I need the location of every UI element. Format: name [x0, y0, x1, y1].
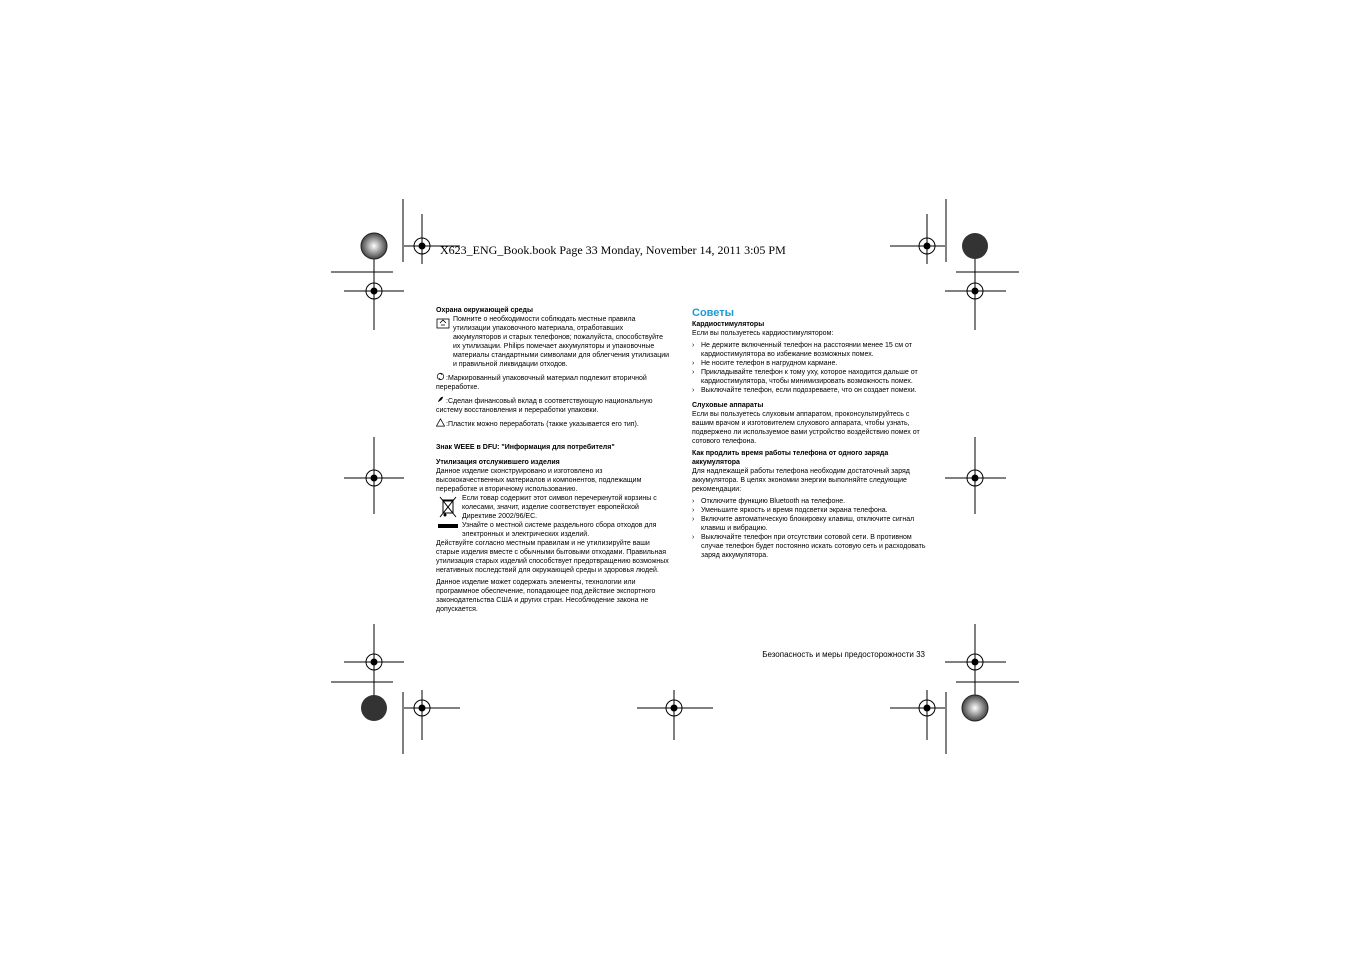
disposal-title: Утилизация отслужившего изделия [436, 459, 560, 466]
crossed-bin-icon [438, 496, 458, 518]
bin-text: Если товар содержит этот символ перечеркнутой корзины с колесами, значит, изделие соответствует европейской Директиве 2002/96/EC. [462, 495, 657, 520]
pacemakers-title: Кардиостимуляторы [692, 321, 765, 328]
env-title: Охрана окружающей среды [436, 307, 533, 314]
act-text: Действуйте согласно местным правилам и не утилизируйте ваши старые изделия вместе с обычными бытовыми отходами. Правильная утилизация старых изделий способствует предотвращению возможных негативных последствий для окружающей среды и здоровья людей. [436, 540, 669, 574]
left-column [436, 306, 672, 614]
recycle-icon [436, 372, 445, 381]
section-title: Советы [692, 307, 735, 319]
battery-list [692, 497, 928, 560]
bin-text-2: Узнайте о местной системе раздельного сбора отходов для электронных и электрических изделий. [462, 522, 657, 538]
hearing-text: Если вы пользуетесь слуховым аппаратом, проконсультируйтесь с вашим врачом и изготовителем слухового аппарата, чтобы узнать, подвержено ли используемое вами устройство воздействию помех от сотового телефона. [692, 411, 920, 445]
weee-block [436, 494, 672, 539]
list-item: › Не носите телефон в нагрудном кармане. [692, 359, 928, 368]
disposal-text: Данное изделие сконструировано и изготовлено из высококачественных материалов и компонентов, подлежащим переработке и вторичному использованию. [436, 468, 642, 493]
battery-title: Как продлить время работы телефона от одного заряда аккумулятора [692, 450, 889, 466]
list-item: › Выключайте телефон при отсутствии сотовой сети. В противном случае телефон будет постоянно искать сотовую сеть и расходовать заряд аккумулятора. [692, 533, 928, 560]
pacemakers-list [692, 341, 928, 395]
right-column [692, 306, 928, 560]
mark-recycle: :Маркированный упаковочный материал подлежит вторичной переработке. [436, 372, 672, 392]
green-dot-icon [436, 395, 445, 404]
battery-text: Для надлежащей работы телефона необходим достаточный заряд аккумулятора. В целях экономии энергии выполняйте следующие рекомендации: [692, 468, 910, 493]
hearing-title: Слуховые аппараты [692, 402, 764, 409]
env-block [436, 315, 672, 369]
list-item: › Отключите функцию Bluetooth на телефоне. [692, 497, 928, 506]
page-header: X623_ENG_Book.book Page 33 Monday, November 14, 2011 3:05 PM [440, 243, 786, 257]
list-item: › Прикладывайте телефон к тому уху, которое находится дальше от кардиостимулятора, чтобы минимизировать возможность помех. [692, 368, 928, 386]
page-footer: Безопасность и меры предосторожности 33 [762, 650, 925, 659]
env-text: Помните о необходимости соблюдать местные правила утилизации упаковочного материала, отработавших аккумуляторов и старых телефонов; пожалуйста, способствуйте их утилизации. Philips помечает аккумуляторы и упаковочные материалы стандартными символами для облегчения утилизации и правильной ликвидации отходов. [453, 316, 670, 368]
bin-underbar [438, 524, 458, 528]
weee-title: Знак WEEE в DFU: "Информация для потребителя" [436, 444, 615, 451]
export-text: Данное изделие может содержать элементы, технологии или программное обеспечение, попадающее под действие экспортного законодательства США и других стран. Несоблюдение закона не допускается. [436, 579, 656, 613]
list-item: › Включите автоматическую блокировку клавиш, отключите сигнал клавиш и вибрацию. [692, 515, 928, 533]
pacemakers-intro: Если вы пользуетесь кардиостимулятором: [692, 330, 834, 337]
mark-plastic: :Пластик можно переработать (также указывается его тип). [436, 418, 672, 429]
triangle-recycle-icon [436, 418, 445, 427]
mark-green-dot: :Сделан финансовый вклад в соответствующую национальную систему восстановления и переработки упаковки. [436, 395, 672, 415]
list-item: › Выключайте телефон, если подозреваете, что он создает помехи. [692, 386, 928, 395]
list-item: › Не держите включенный телефон на расстоянии менее 15 см от кардиостимулятора во избежание возможных помех. [692, 341, 928, 359]
list-item: › Уменьшите яркость и время подсветки экрана телефона. [692, 506, 928, 515]
recycle-box-icon [436, 315, 450, 329]
